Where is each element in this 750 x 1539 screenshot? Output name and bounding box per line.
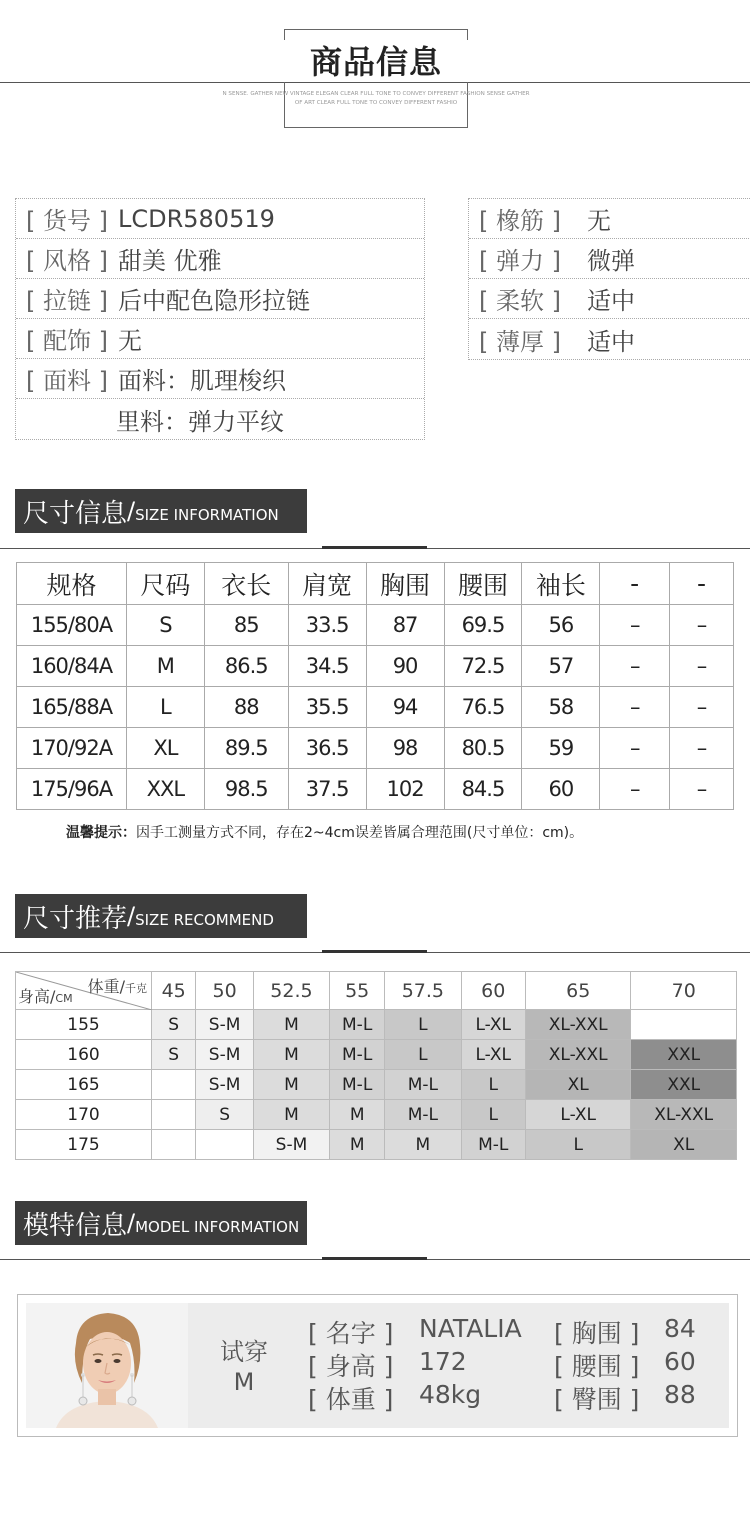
recommend-size-cell: M-L [385,1070,461,1100]
recommend-size-cell: XL-XXL [525,1010,630,1040]
model-field-label: [ 身高 ] [308,1352,394,1381]
size-cell: – [600,728,670,769]
size-cell: 102 [366,769,444,810]
weight-header-cell: 60 [461,972,525,1010]
recommend-size-cell: M [330,1130,385,1160]
size-header-cell: 腰围 [444,563,522,605]
size-cell: 98.5 [204,769,288,810]
info-label: [ 风格 ] [26,247,108,275]
info-label: [ 配饰 ] [26,327,108,355]
recommend-size-cell: L [525,1130,630,1160]
info-label: [ 弹力 ] [479,247,561,275]
size-cell: – [670,687,734,728]
size-cell: 170/92A [17,728,127,769]
recommend-size-cell: L [461,1100,525,1130]
model-portrait-icon [26,1303,188,1428]
section-title-cn: 尺寸信息 [23,498,128,529]
size-cell: – [600,769,670,810]
size-cell: – [670,728,734,769]
size-cell: 175/96A [17,769,127,810]
table-row [16,1100,737,1130]
info-label: [ 橡筋 ] [479,207,561,235]
header-subtitle-line-2: OF ART CLEAR FULL TONE TO CONVEY DIFFERENT FASHIO [294,100,458,106]
model-measure-value: 84 [664,1314,696,1343]
section-slash: / [127,902,136,930]
section-title-en: MODEL INFORMATION [135,1218,300,1236]
info-row-zipper [16,279,424,319]
info-value: LCDR580519 [117,204,275,233]
size-cell: – [670,769,734,810]
recommend-size-cell: XL [525,1070,630,1100]
recommend-header-row [16,972,737,1010]
info-value: 无 [117,327,142,355]
section-slash: / [127,1209,136,1237]
size-cell: – [670,646,734,687]
section-accent [322,950,427,953]
info-value: 无 [586,207,611,235]
recommend-size-cell: L-XL [461,1010,525,1040]
info-row-softness [469,279,750,319]
recommend-size-cell: L [385,1010,461,1040]
size-cell: 35.5 [288,687,366,728]
height-cell: 155 [16,1010,152,1040]
recommend-size-cell: S [152,1040,196,1070]
section-title-cn: 模特信息 [23,1210,128,1241]
recommend-size-cell [631,1010,737,1040]
size-cell: 60 [522,769,600,810]
recommend-size-cell: M [253,1010,329,1040]
info-value: 后中配色隐形拉链 [117,287,310,315]
recommend-size-cell: M-L [330,1010,385,1040]
info-label: [ 薄厚 ] [479,327,561,356]
height-axis-label: 身高/CM [18,987,73,1006]
model-measure-value: 60 [664,1347,696,1376]
height-cell: 175 [16,1130,152,1160]
info-row-stretch [469,239,750,279]
size-cell: 59 [522,728,600,769]
size-header-cell: 规格 [17,563,127,605]
height-cell: 160 [16,1040,152,1070]
recommend-size-cell: M-L [330,1070,385,1100]
model-photo [26,1303,188,1428]
recommend-size-cell: M [253,1040,329,1070]
recommend-size-cell [196,1130,253,1160]
model-field-label: [ 名字 ] [308,1319,394,1348]
weight-header-cell: 50 [196,972,253,1010]
table-row [17,728,734,769]
recommend-size-cell: M [253,1070,329,1100]
table-row [17,646,734,687]
size-cell: 36.5 [288,728,366,769]
model-field-label: [ 体重 ] [308,1385,394,1414]
recommend-size-cell: L-XL [525,1100,630,1130]
model-field-value: 172 [419,1347,467,1376]
model-card-inner [26,1303,729,1428]
weight-header-cell: 55 [330,972,385,1010]
size-info-banner [15,489,307,533]
size-cell: 160/84A [17,646,127,687]
section-slash: / [127,497,136,525]
product-info-left [15,198,425,440]
size-cell: 37.5 [288,769,366,810]
weight-header-cell: 57.5 [385,972,461,1010]
model-measure-label: [ 胸围 ] [554,1319,640,1348]
info-row-lining [16,399,424,439]
size-cell: 34.5 [288,646,366,687]
size-header-cell: - [670,563,734,605]
recommend-size-cell: S [152,1010,196,1040]
info-value: 适中 [586,287,635,315]
height-cell: 165 [16,1070,152,1100]
size-header-cell: 肩宽 [288,563,366,605]
size-header-cell: 衣长 [204,563,288,605]
page-title: 商品信息 [284,40,468,82]
info-row-elastic-band [469,199,750,239]
recommend-size-cell: L [385,1040,461,1070]
size-cell: 84.5 [444,769,522,810]
size-cell: XL [126,728,204,769]
recommend-corner-cell [16,972,152,1010]
recommend-size-cell: XXL [631,1040,737,1070]
table-row [17,687,734,728]
section-title-en: SIZE INFORMATION [135,506,279,524]
size-cell: 88 [204,687,288,728]
size-cell: 58 [522,687,600,728]
product-info-right [468,198,750,360]
recommend-size-cell [152,1100,196,1130]
table-row [16,1040,737,1070]
recommend-size-cell [152,1070,196,1100]
size-header-row [17,563,734,605]
info-value: 甜美 优雅 [117,247,222,275]
size-cell: 33.5 [288,605,366,646]
info-label: [ 面料 ] [26,367,108,395]
size-recommend-table [15,971,737,1160]
size-cell: 57 [522,646,600,687]
recommend-size-cell: M [330,1100,385,1130]
size-cell: 90 [366,646,444,687]
size-cell: L [126,687,204,728]
size-cell: XXL [126,769,204,810]
try-on-size [216,1337,272,1397]
try-on-label: 试穿 [220,1338,268,1366]
recommend-size-cell: M [385,1130,461,1160]
size-header-cell: - [600,563,670,605]
recommend-size-cell: M-L [330,1040,385,1070]
recommend-size-cell: M-L [461,1130,525,1160]
size-cell: 76.5 [444,687,522,728]
size-cell: 86.5 [204,646,288,687]
size-cell: 56 [522,605,600,646]
recommend-size-cell: XL-XXL [631,1100,737,1130]
size-cell: 69.5 [444,605,522,646]
info-label: [ 货号 ] [26,207,108,235]
size-cell: – [670,605,734,646]
header-subtitle-line-1: N SENSE. GATHER NEW VINTAGE ELEGAN CLEAR FULL TONE TO CONVEY DIFFERENT FASHION SENSE GATHER [222,91,530,97]
info-value: 适中 [586,327,635,356]
info-row-style [16,239,424,279]
table-row [16,1010,737,1040]
model-card [17,1294,738,1437]
info-label: [ 拉链 ] [26,287,108,315]
recommend-size-cell [152,1130,196,1160]
weight-header-cell: 70 [631,972,737,1010]
size-cell: – [600,687,670,728]
model-field-value: NATALIA [419,1314,522,1343]
weight-header-cell: 45 [152,972,196,1010]
recommend-size-cell: S-M [196,1040,253,1070]
size-header-cell: 袖长 [522,563,600,605]
section-title-cn: 尺寸推荐 [23,903,128,934]
info-value: 里料：弹力平纹 [116,407,284,436]
section-accent [322,1257,427,1260]
size-cell: 155/80A [17,605,127,646]
size-cell: 89.5 [204,728,288,769]
section-accent [322,546,427,549]
size-table [16,562,734,810]
recommend-size-cell: XL [631,1130,737,1160]
note-text: 因手工测量方式不同，存在2~4cm误差皆属合理范围(尺寸单位：cm)。 [136,825,584,841]
size-recommend-banner [15,894,307,938]
table-row [16,1070,737,1100]
size-cell: 94 [366,687,444,728]
recommend-size-cell: L-XL [461,1040,525,1070]
recommend-size-cell: S [196,1100,253,1130]
info-row-thickness [469,319,750,359]
recommend-size-cell: S-M [253,1130,329,1160]
weight-axis-label: 体重/千克 [87,977,147,996]
size-cell: – [600,605,670,646]
recommend-size-cell: M [253,1100,329,1130]
table-row [17,769,734,810]
size-cell: 72.5 [444,646,522,687]
size-cell: 165/88A [17,687,127,728]
note-prefix: 温馨提示： [66,825,136,841]
try-on-value: M [233,1368,255,1396]
size-note [66,822,583,842]
info-row-item-no [16,199,424,239]
recommend-size-cell: XL-XXL [525,1040,630,1070]
recommend-size-cell: S-M [196,1070,253,1100]
size-header-cell: 尺码 [126,563,204,605]
model-info-banner [15,1201,307,1245]
info-label: [ 柔软 ] [479,287,561,315]
recommend-size-cell: S-M [196,1010,253,1040]
table-row [17,605,734,646]
size-cell: 98 [366,728,444,769]
model-measure-label: [ 臀围 ] [554,1385,640,1414]
size-cell: S [126,605,204,646]
recommend-size-cell: L [461,1070,525,1100]
size-cell: 80.5 [444,728,522,769]
model-field-value: 48kg [419,1380,482,1409]
size-cell: 85 [204,605,288,646]
height-cell: 170 [16,1100,152,1130]
model-measure-label: [ 腰围 ] [554,1352,640,1381]
weight-header-cell: 52.5 [253,972,329,1010]
size-header-cell: 胸围 [366,563,444,605]
info-value: 面料：肌理梭织 [117,367,286,395]
section-title-en: SIZE RECOMMEND [135,911,274,929]
info-value: 微弹 [586,247,635,275]
info-row-fabric [16,359,424,399]
model-measure-value: 88 [664,1380,696,1409]
table-row [16,1130,737,1160]
size-cell: M [126,646,204,687]
size-cell: 87 [366,605,444,646]
weight-header-cell: 65 [525,972,630,1010]
recommend-size-cell: M-L [385,1100,461,1130]
recommend-size-cell: XXL [631,1070,737,1100]
info-row-accessory [16,319,424,359]
size-cell: – [600,646,670,687]
